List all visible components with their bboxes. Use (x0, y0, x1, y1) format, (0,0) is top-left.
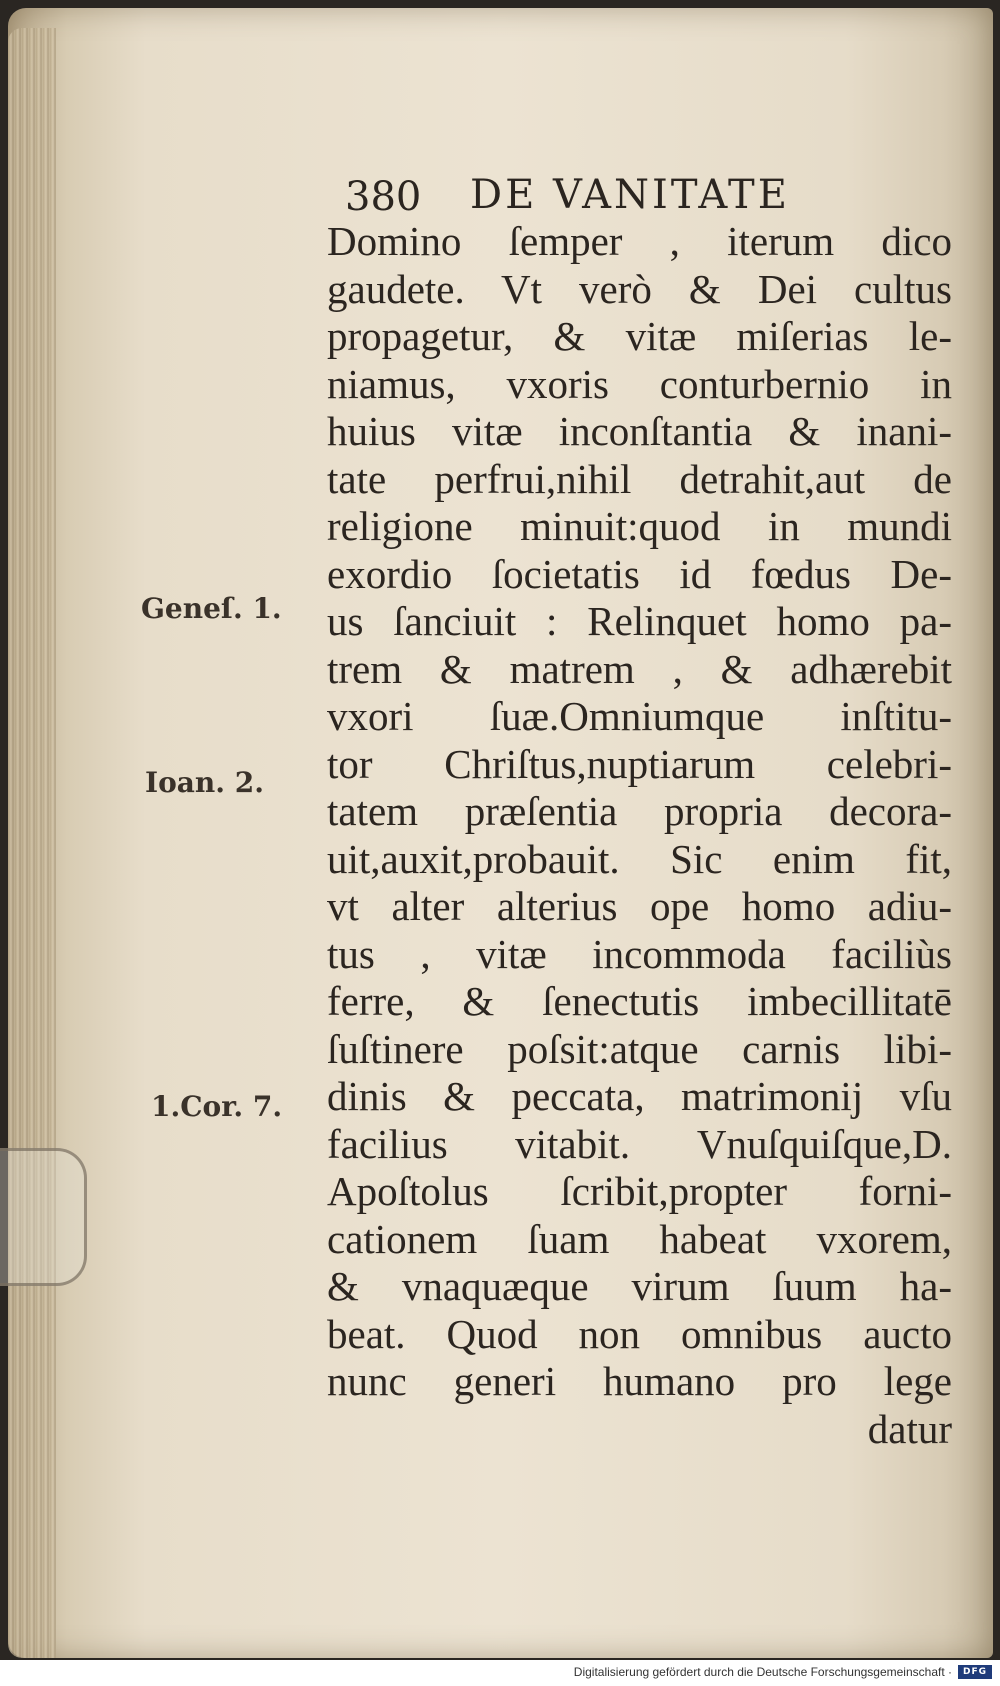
text-line: trem & matrem , & adhærebit (327, 645, 952, 692)
text-line: vxori ſuæ.Omniumque inſtitu- (327, 693, 952, 739)
text-line: beat. Quod non omnibus aucto (327, 1310, 952, 1357)
text-line: nunc generi humano pro lege (327, 1358, 952, 1404)
text-line: vt alter alterius ope homo adiu- (327, 883, 952, 929)
text-line: Domino ſemper , iterum dico (327, 218, 952, 264)
page-number: 380 (345, 174, 422, 220)
text-line: uit,auxit,probauit. Sic enim fit, (327, 835, 952, 882)
text-line: dinis & peccata, matrimonij vſu (327, 1073, 952, 1119)
text-line: religione minuit:quod in mundi (327, 503, 952, 549)
text-line: huius vitæ inconſtantia & inani- (327, 408, 952, 454)
text-line: ferre, & ſenectutis imbecillitatē (327, 978, 952, 1024)
dfg-logo: DFG (958, 1665, 992, 1679)
text-line: tatem præſentia propria decora- (327, 788, 952, 834)
text-line: Apoſtolus ſcribit,propter forni- (327, 1168, 952, 1214)
margin-note-corinthians: 1.Cor. 7. (151, 1090, 283, 1123)
text-line: exordio ſocietatis id fœdus De- (327, 550, 952, 597)
text-line: niamus, vxoris conturbernio in (327, 360, 952, 407)
page-edges (8, 28, 56, 1658)
running-title: DE VANITATE (470, 172, 790, 218)
text-line: tor Chriſtus,nuptiarum celebri- (327, 740, 952, 787)
page-clip (0, 1148, 87, 1286)
margin-note-genesis: Geneſ. 1. (141, 592, 282, 625)
text-line: ſuſtinere poſsit:atque carnis libi- (327, 1025, 952, 1072)
text-line: tate perfrui,nihil detrahit,aut de (327, 455, 952, 502)
text-line: gaudete. Vt verò & Dei cultus (327, 265, 952, 312)
text-line: propagetur, & vitæ miſerias le- (327, 313, 952, 359)
catchword: datur (867, 1405, 952, 1452)
text-line: & vnaquæque virum ſuum ha- (327, 1263, 952, 1309)
text-line: facilius vitabit. Vnuſquiſque,D. (327, 1120, 952, 1167)
footer-credit: Digitalisierung gefördert durch die Deutsche Forschungsgemeinschaft · (573, 1665, 952, 1679)
text-line: tus , vitæ incommoda faciliùs (327, 930, 952, 977)
text-line: us ſanciuit : Relinquet homo pa- (327, 598, 952, 644)
margin-note-john: Ioan. 2. (145, 766, 264, 799)
footer (0, 1660, 1000, 1686)
body-text (327, 218, 952, 1453)
text-line: cationem ſuam habeat vxorem, (327, 1215, 952, 1262)
